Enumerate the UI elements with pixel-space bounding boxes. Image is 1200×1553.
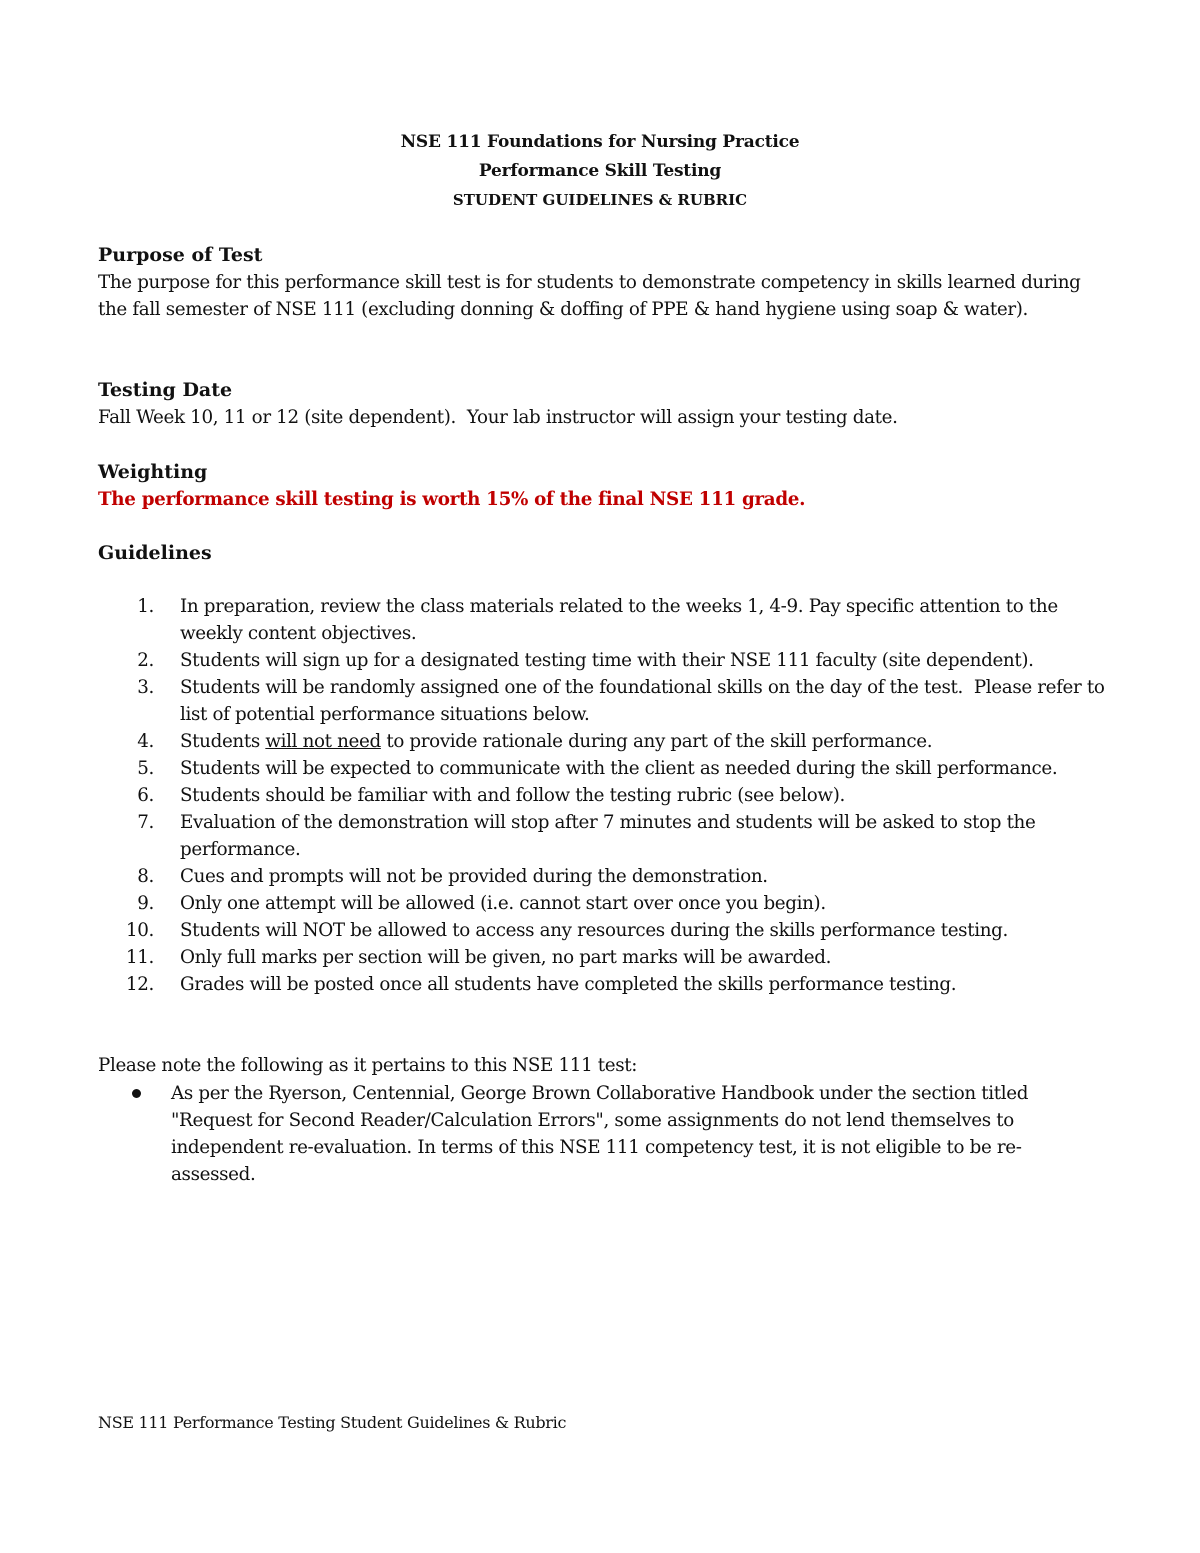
guideline-text: Students will be randomly assigned one of the foundational skills on the day of the test. Please refer to list of potential performance situations below.: [180, 677, 1110, 725]
note-intro: Please note the following as it pertains to this NSE 111 test:: [98, 1055, 638, 1076]
notes-list: [98, 1080, 1098, 1188]
guideline-number: 3.: [137, 677, 154, 698]
weighting-text: The performance skill testing is worth 15% of the final NSE 111 grade.: [98, 489, 806, 510]
guideline-text: Only one attempt will be allowed (i.e. cannot start over once you begin).: [180, 893, 826, 914]
guideline-number: 7.: [137, 812, 154, 833]
guideline-number: 6.: [137, 785, 154, 806]
guideline-item: [98, 647, 1108, 674]
guideline-number: 8.: [137, 866, 154, 887]
document-subtitle: Performance Skill Testing: [478, 161, 722, 181]
page-footer: NSE 111 Performance Testing Student Guidelines & Rubric: [98, 1413, 567, 1432]
guidelines-heading: Guidelines: [98, 542, 212, 564]
guideline-text: Students: [180, 731, 266, 752]
guideline-text: Students will sign up for a designated testing time with their NSE 111 faculty (site dependent).: [180, 650, 1034, 671]
testing-date-text: Fall Week 10, 11 or 12 (site dependent). Your lab instructor will assign your testing date.: [98, 407, 898, 428]
weighting-heading: Weighting: [98, 461, 208, 483]
document-header: [0, 128, 1200, 215]
guideline-text: Grades will be posted once all students have completed the skills performance testing.: [180, 974, 957, 995]
purpose-text: The purpose for this performance skill test is for students to demonstrate competency in skills learned during the fall semester of NSE 111 (excluding donning & doffing of PPE & hand hygiene using soap & water).: [98, 272, 1081, 320]
guideline-text: In preparation, review the class materials related to the weeks 1, 4-9. Pay specific attention to the weekly content objectives.: [180, 596, 1064, 644]
guideline-item: [98, 917, 1108, 944]
guideline-text: Students should be familiar with and follow the testing rubric (see below).: [180, 785, 845, 806]
guideline-number: 10.: [125, 920, 154, 941]
note-item: [98, 1080, 1098, 1188]
guidelines-list: [98, 593, 1108, 998]
guideline-item: [98, 863, 1108, 890]
guideline-number: 12.: [125, 974, 154, 995]
guideline-number: 4.: [137, 731, 154, 752]
guideline-number: 9.: [137, 893, 154, 914]
guideline-number: 11.: [125, 947, 154, 968]
guideline-text: to provide rationale during any part of the skill performance.: [380, 731, 933, 752]
guideline-number: 2.: [137, 650, 154, 671]
guideline-text: Cues and prompts will not be provided during the demonstration.: [180, 866, 768, 887]
course-title: NSE 111 Foundations for Nursing Practice: [400, 132, 800, 152]
testing-date-heading: Testing Date: [98, 379, 233, 401]
guideline-item: [98, 674, 1108, 728]
guideline-item: [98, 809, 1108, 863]
guideline-text: Evaluation of the demonstration will stop after 7 minutes and students will be asked to stop the performance.: [180, 812, 1041, 860]
document-heading: STUDENT GUIDELINES & RUBRIC: [452, 191, 748, 209]
guideline-item: [98, 971, 1108, 998]
guideline-item: [98, 944, 1108, 971]
guideline-item: [98, 728, 1108, 755]
guideline-item: [98, 782, 1108, 809]
purpose-heading: Purpose of Test: [98, 244, 263, 266]
note-text: As per the Ryerson, Centennial, George Brown Collaborative Handbook under the section titled "Request for Second Reader/Calculation Errors", some assignments do not lend themselves to independent re-evaluation. In terms of this NSE 111 competency test, it is not eligible to be re-assessed.: [171, 1083, 1029, 1185]
bullet-icon: [132, 1089, 141, 1098]
guideline-number: 5.: [137, 758, 154, 779]
guideline-number: 1.: [137, 596, 154, 617]
guideline-item: [98, 755, 1108, 782]
guideline-item: [98, 890, 1108, 917]
guideline-emphasis: will not need: [265, 731, 381, 752]
guideline-text: Students will NOT be allowed to access any resources during the skills performance testing.: [180, 920, 1008, 941]
guideline-text: Students will be expected to communicate with the client as needed during the skill performance.: [180, 758, 1058, 779]
guideline-item: [98, 593, 1108, 647]
guideline-text: Only full marks per section will be given, no part marks will be awarded.: [180, 947, 832, 968]
